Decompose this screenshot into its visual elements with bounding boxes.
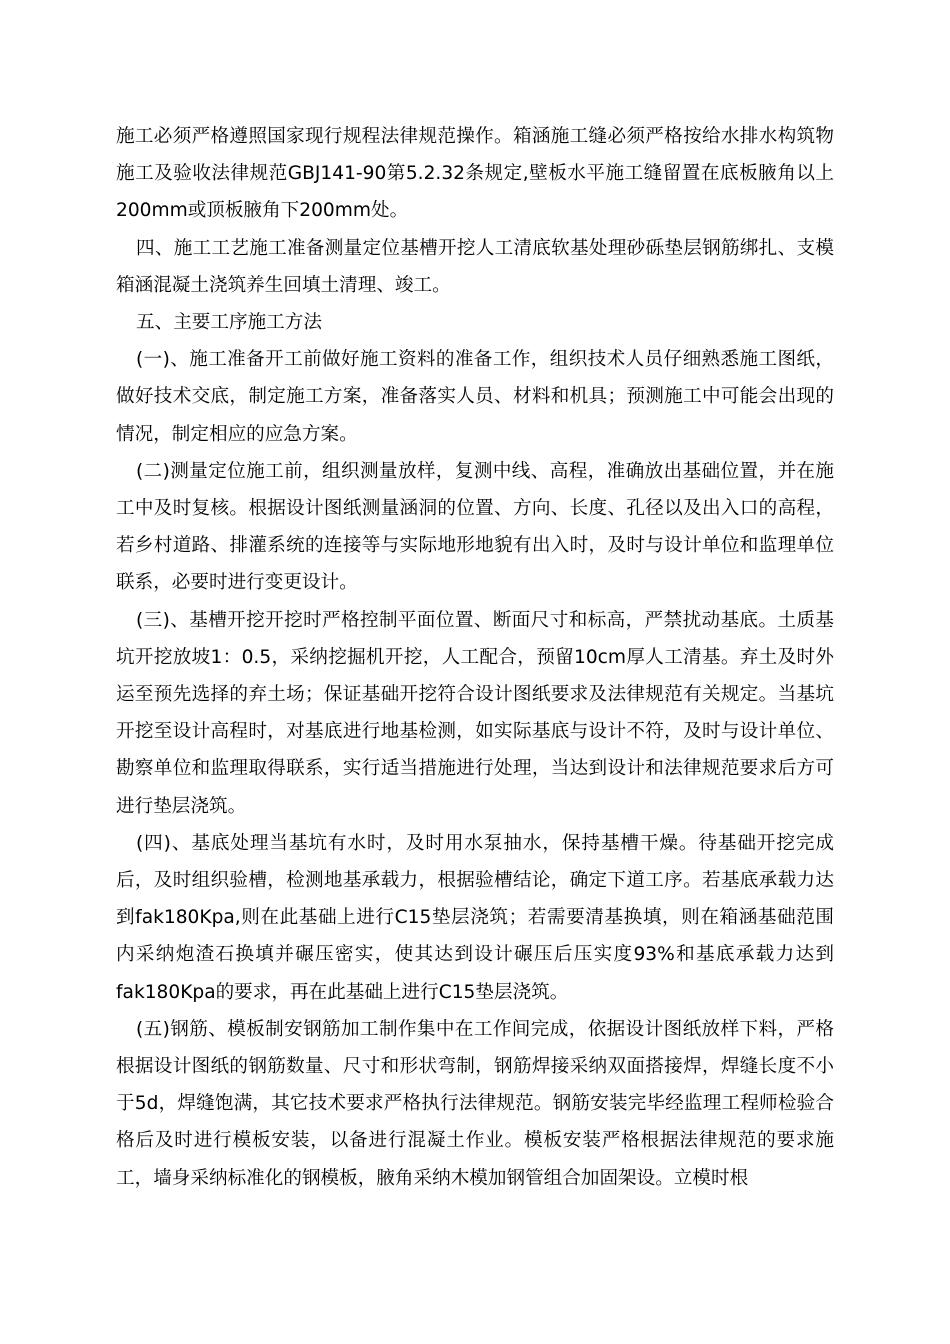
document-body (116, 118, 834, 1197)
paragraph-trench-excavation: (三)、基槽开挖开挖时严格控制平面位置、断面尺寸和标高，严禁扰动基底。土质基坑开挖放坡1：0.5，采纳挖掘机开挖，人工配合，预留10cm厚人工清基。弃土及时外运至预先选择的弃土场；保证基础开挖符合设计图纸要求及法律规范有关规定。当基坑开挖至设计高程时，对基底进行地基检测，如实际基底与设计不符，及时与设计单位、勘察单位和监理取得联系，实行适当措施进行处理，当达到设计和法律规范要求后方可进行垫层浇筑。 (116, 609, 834, 817)
paragraph-section-4-process: 四、施工工艺施工准备测量定位基槽开挖人工清底软基处理砂砾垫层钢筋绑扎、支模箱涵混凝土浇筑养生回填土清理、竣工。 (116, 237, 834, 296)
paragraph-foundation-treatment: (四)、基底处理当基坑有水时，及时用水泵抽水，保持基槽干燥。待基础开挖完成后，及时组织验槽，检测地基承载力，根据验槽结论，确定下道工序。若基底承载力达到fak180Kpa,则在此基础上进行C15垫层浇筑；若需要清基换填，则在箱涵基础范围内采纳炮渣石换填并碾压密实，使其达到设计碾压后压实度93%和基底承载力达到fak180Kpa的要求，再在此基础上进行C15垫层浇筑。 (116, 832, 834, 1003)
heading-section-5: 五、主要工序施工方法 (136, 312, 322, 334)
paragraph-rebar-formwork: (五)钢筋、模板制安钢筋加工制作集中在工作间完成，依据设计图纸放样下料，严格根据设计图纸的钢筋数量、尺寸和形状弯制，钢筋焊接采纳双面搭接焊，焊缝长度不小于5d，焊缝饱满，其它技术要求严格执行法律规范。钢筋安装完毕经监理工程师检验合格后及时进行模板安装，以备进行混凝土作业。模板安装严格根据法律规范的要求施工，墙身采纳标准化的钢模板，腋角采纳木模加钢管组合加固架设。立模时根 (116, 1018, 834, 1189)
paragraph-preparation: (一)、施工准备开工前做好施工资料的准备工作，组织技术人员仔细熟悉施工图纸，做好技术交底，制定施工方案，准备落实人员、材料和机具；预测施工中可能会出现的情况，制定相应的应急方案。 (116, 349, 834, 445)
paragraph-construction-joint: 施工必须严格遵照国家现行规程法律规范操作。箱涵施工缝必须严格按给水排水构筑物施工及验收法律规范GBJ141-90第5.2.32条规定,壁板水平施工缝留置在底板腋角以上200mm或顶板腋角下200mm处。 (116, 126, 834, 222)
paragraph-survey-positioning: (二)测量定位施工前，组织测量放样，复测中线、高程，准确放出基础位置，并在施工中及时复核。根据设计图纸测量涵洞的位置、方向、长度、孔径以及出入口的高程，若乡村道路、排灌系统的连接等与实际地形地貌有出入时，及时与设计单位和监理单位联系，必要时进行变更设计。 (116, 460, 834, 594)
